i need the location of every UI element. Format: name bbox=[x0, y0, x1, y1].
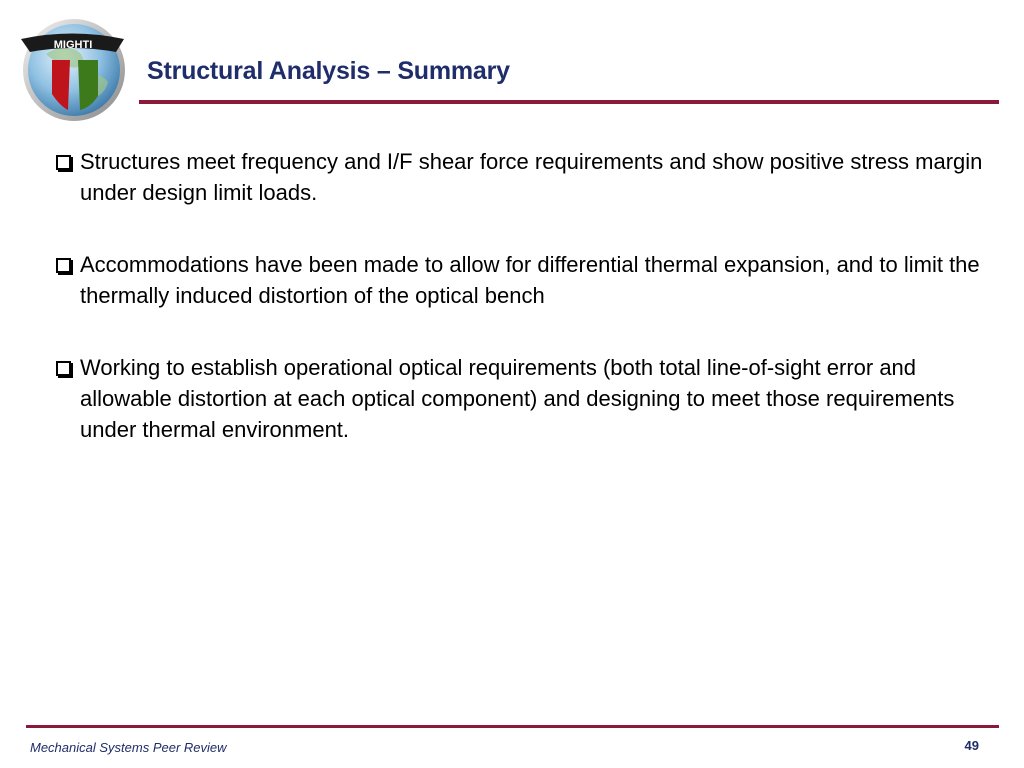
checkbox-icon bbox=[56, 258, 71, 273]
footer-divider bbox=[26, 725, 999, 728]
page-number: 49 bbox=[964, 738, 979, 753]
title-divider bbox=[139, 100, 999, 104]
checkbox-icon bbox=[56, 361, 71, 376]
mighti-logo bbox=[16, 14, 128, 122]
bullet-text: Accommodations have been made to allow for differential thermal expansion, and to limit the thermally induced distortion of the optical bench bbox=[80, 252, 980, 308]
bullet-list bbox=[56, 146, 996, 486]
logo-text: MIGHTI bbox=[53, 39, 93, 51]
footer-text: Mechanical Systems Peer Review bbox=[30, 740, 227, 755]
list-item bbox=[56, 352, 996, 445]
bullet-text: Working to establish operational optical requirements (both total line-of-sight error and allowable distortion at each optical component) and designing to meet those requirements under thermal environment. bbox=[80, 355, 955, 442]
list-item bbox=[56, 249, 996, 311]
checkbox-icon bbox=[56, 155, 71, 170]
bullet-text: Structures meet frequency and I/F shear force requirements and show positive stress margin under design limit loads. bbox=[80, 149, 983, 205]
slide-title: Structural Analysis – Summary bbox=[147, 57, 510, 85]
list-item bbox=[56, 146, 996, 208]
